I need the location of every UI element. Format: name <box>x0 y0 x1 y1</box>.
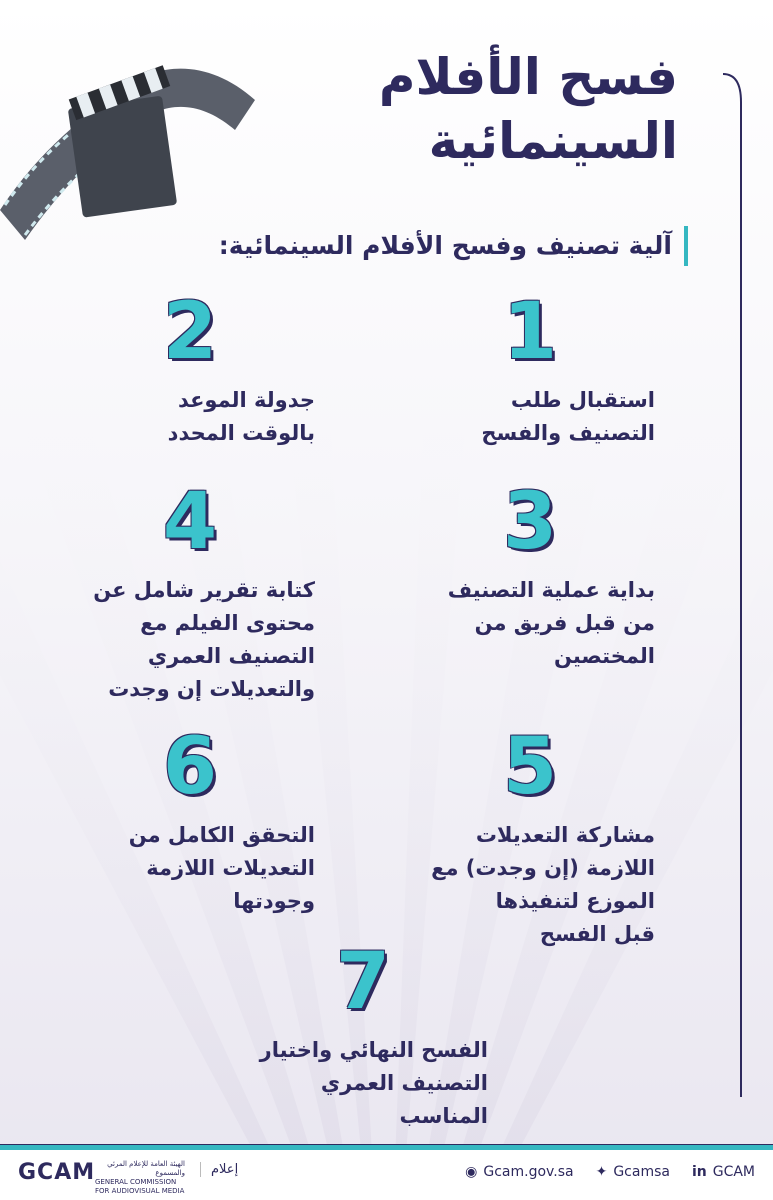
step-line: بداية عملية التصنيف <box>447 578 655 602</box>
step-line: التحقق الكامل من <box>128 823 315 847</box>
step-line: محتوى الفيلم مع <box>140 611 315 635</box>
step-3 <box>405 477 655 673</box>
step-line: التصنيف العمري <box>147 644 315 668</box>
title-line-2: السينمائية <box>428 112 678 170</box>
step-line: بالوقت المحدد <box>167 421 315 445</box>
logo-text-ar: الهيئة العامة للإعلام المرئي والمسموع <box>107 1160 185 1177</box>
step-description <box>405 574 655 673</box>
step-line: من قبل فريق من <box>474 611 655 635</box>
globe-icon: ◉ <box>465 1164 478 1180</box>
step-description <box>65 574 315 706</box>
linkedin-label: GCAM <box>712 1164 755 1180</box>
title-line-1: فسح الأفلام <box>378 48 678 106</box>
footer <box>0 1145 773 1200</box>
step-line: كتابة تقرير شامل عن <box>93 578 315 602</box>
step-number: 5 <box>502 722 558 812</box>
step-number: 1 <box>502 287 558 377</box>
step-7 <box>238 937 488 1133</box>
step-description <box>405 819 655 951</box>
step-number: 7 <box>335 937 391 1027</box>
gcam-logo[interactable]: GCAM <box>18 1160 96 1185</box>
section-subtitle: آلية تصنيف وفسح الأفلام السينمائية: <box>219 226 688 266</box>
page-title <box>238 45 678 173</box>
step-2 <box>65 287 315 450</box>
step-line: التصنيف العمري <box>320 1071 488 1095</box>
clapperboard-icon <box>0 40 260 240</box>
linkedin-link[interactable] <box>692 1164 755 1180</box>
step-description <box>65 819 315 918</box>
step-description <box>405 384 655 450</box>
social-links <box>465 1164 755 1180</box>
decorative-bracket <box>723 72 743 1097</box>
step-line: الفسح النهائي واختيار <box>259 1038 488 1062</box>
ministry-logo[interactable]: إعلام <box>200 1162 238 1177</box>
step-line: الموزع لتنفيذها <box>495 889 655 913</box>
step-description <box>238 1034 488 1133</box>
step-line: اللازمة (إن وجدت) مع <box>431 856 655 880</box>
gcam-logo-text <box>95 1160 185 1196</box>
step-line: التعديلات اللازمة <box>146 856 315 880</box>
twitter-label: Gcamsa <box>613 1164 670 1180</box>
step-number: 3 <box>502 477 558 567</box>
logo-text-en: GENERAL COMMISSION FOR AUDIOVISUAL MEDIA <box>95 1178 185 1195</box>
step-number: 6 <box>162 722 218 812</box>
step-line: مشاركة التعديلات <box>475 823 655 847</box>
step-line: والتعديلات إن وجدت <box>108 677 315 701</box>
step-line: قبل الفسح <box>539 922 655 946</box>
website-label: Gcam.gov.sa <box>483 1164 574 1180</box>
step-4 <box>65 477 315 706</box>
step-1 <box>405 287 655 450</box>
step-6 <box>65 722 315 918</box>
step-5 <box>405 722 655 951</box>
step-line: استقبال طلب <box>510 388 655 412</box>
step-description <box>65 384 315 450</box>
step-number: 2 <box>162 287 218 377</box>
step-line: جدولة الموعد <box>177 388 315 412</box>
linkedin-icon: in <box>691 1164 707 1180</box>
step-number: 4 <box>162 477 218 567</box>
step-line: التصنيف والفسح <box>481 421 655 445</box>
twitter-icon: ✦ <box>595 1164 608 1180</box>
website-link[interactable] <box>465 1164 573 1180</box>
step-line: المختصين <box>553 644 655 668</box>
step-line: المناسب <box>399 1104 488 1128</box>
step-line: وجودتها <box>233 889 315 913</box>
twitter-link[interactable] <box>596 1164 670 1180</box>
